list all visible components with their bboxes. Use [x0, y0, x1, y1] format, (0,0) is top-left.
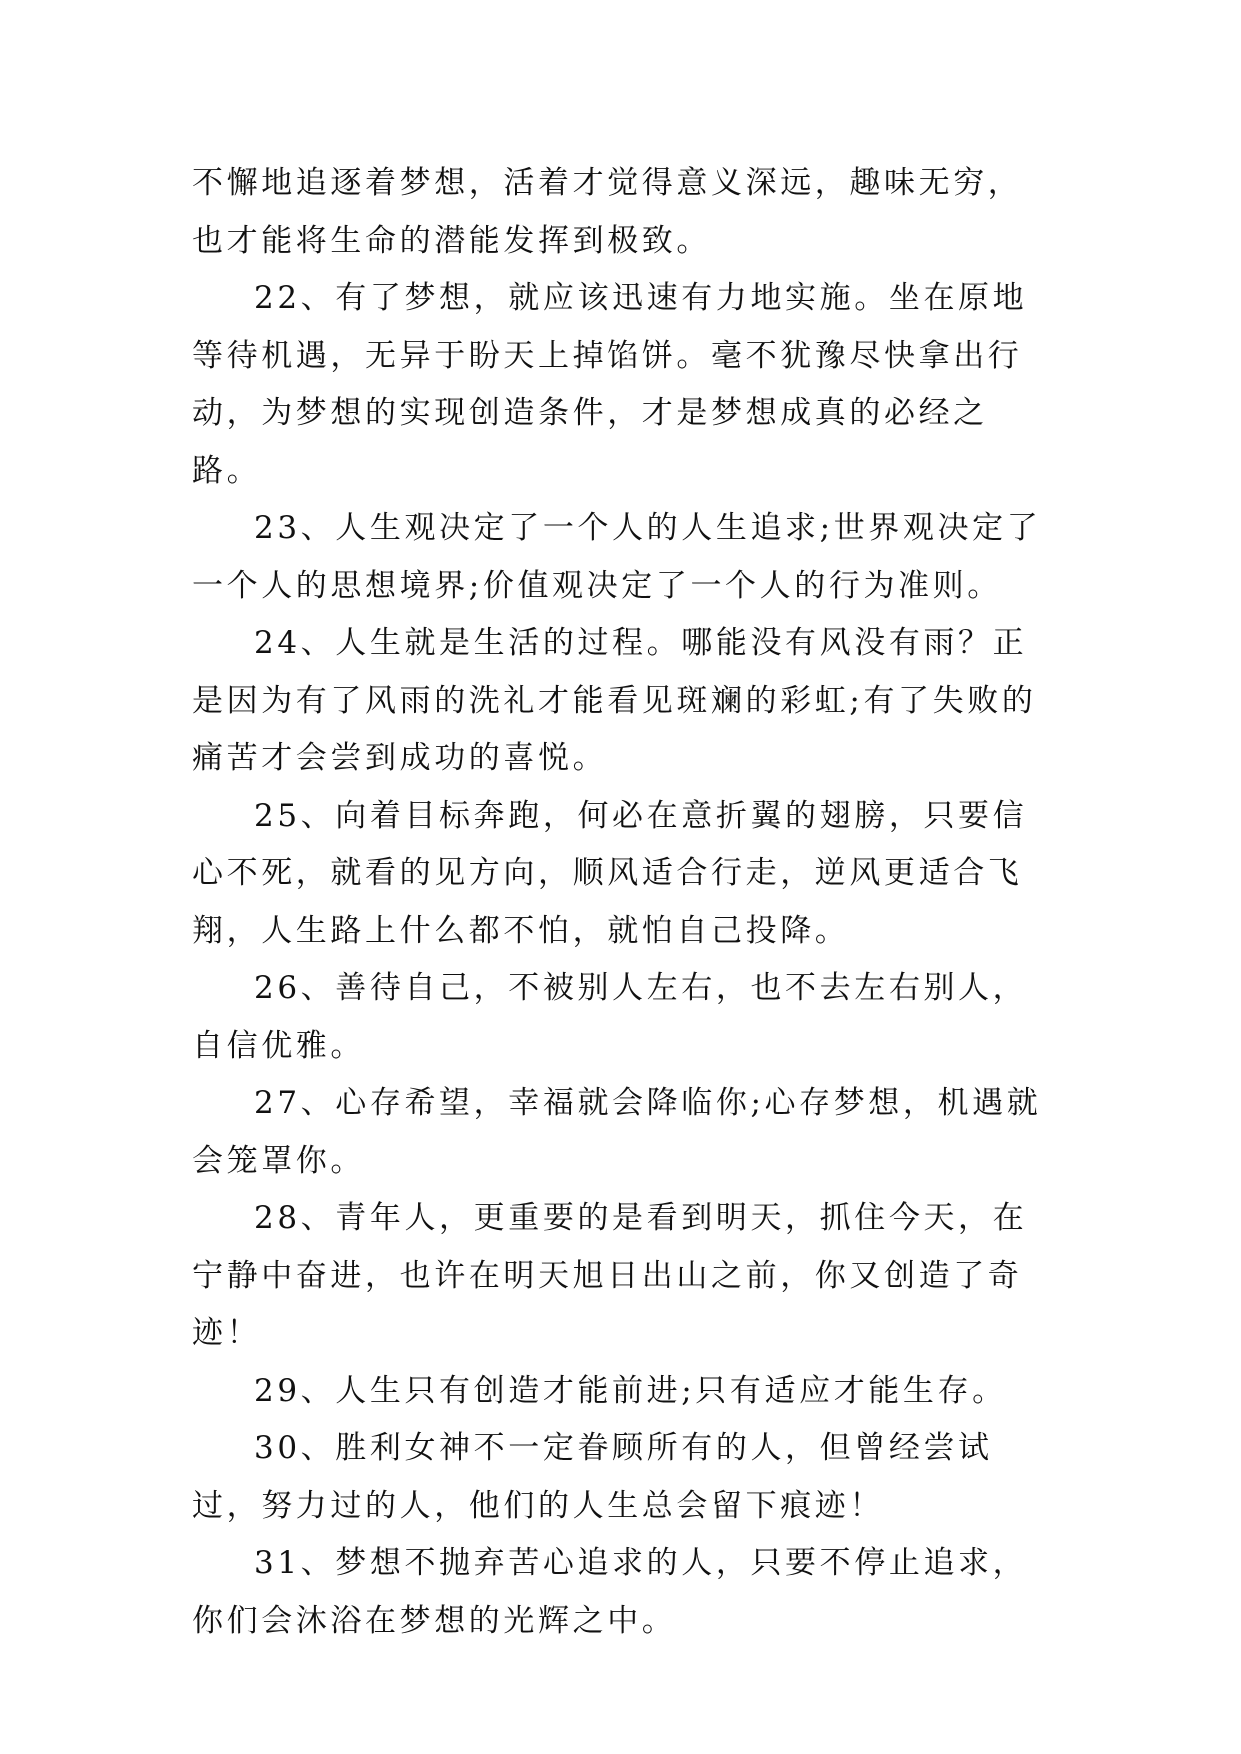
paragraph-29: 29、人生只有创造才能前进;只有适应才能生存。	[254, 1372, 1007, 1409]
paragraph-25: 25、向着目标奔跑，何必在意折翼的翅膀，只要信心不死，就看的见方向，顺风适合行走，逆风更适合飞翔，人生路上什么都不怕，就怕自己投降。	[192, 797, 1028, 949]
paragraph-23: 23、人生观决定了一个人的人生追求;世界观决定了一个人的思想境界;价值观决定了一个人的行为准则。	[192, 510, 1042, 604]
paragraph-continuation: 不懈地追逐着梦想，活着才觉得意义深远，趣味无穷，也才能将生命的潜能发挥到极致。	[192, 165, 1023, 259]
paragraph-24: 24、人生就是生活的过程。哪能没有风没有雨？正是因为有了风雨的洗礼才能看见斑斓的彩虹;有了失败的痛苦才会尝到成功的喜悦。	[192, 625, 1037, 776]
document-body	[192, 155, 1050, 1650]
paragraph-30: 30、胜利女神不一定眷顾所有的人，但曾经尝试过，努力过的人，他们的人生总会留下痕迹！	[192, 1430, 993, 1524]
paragraph-26: 26、善待自己，不被别人左右，也不去左右别人，自信优雅。	[192, 970, 1028, 1064]
paragraph-22: 22、有了梦想，就应该迅速有力地实施。坐在原地等待机遇，无异于盼天上掉馅饼。毫不犹豫尽快拿出行动，为梦想的实现创造条件，才是梦想成真的必经之路。	[192, 280, 1028, 489]
paragraph-27: 27、心存希望，幸福就会降临你;心存梦想，机遇就会笼罩你。	[192, 1085, 1042, 1179]
paragraph-28: 28、青年人，更重要的是看到明天，抓住今天，在宁静中奋进，也许在明天旭日出山之前，你又创造了奇迹！	[192, 1200, 1028, 1351]
paragraph-31: 31、梦想不抛弃苦心追求的人，只要不停止追求，你们会沐浴在梦想的光辉之中。	[192, 1545, 1028, 1639]
